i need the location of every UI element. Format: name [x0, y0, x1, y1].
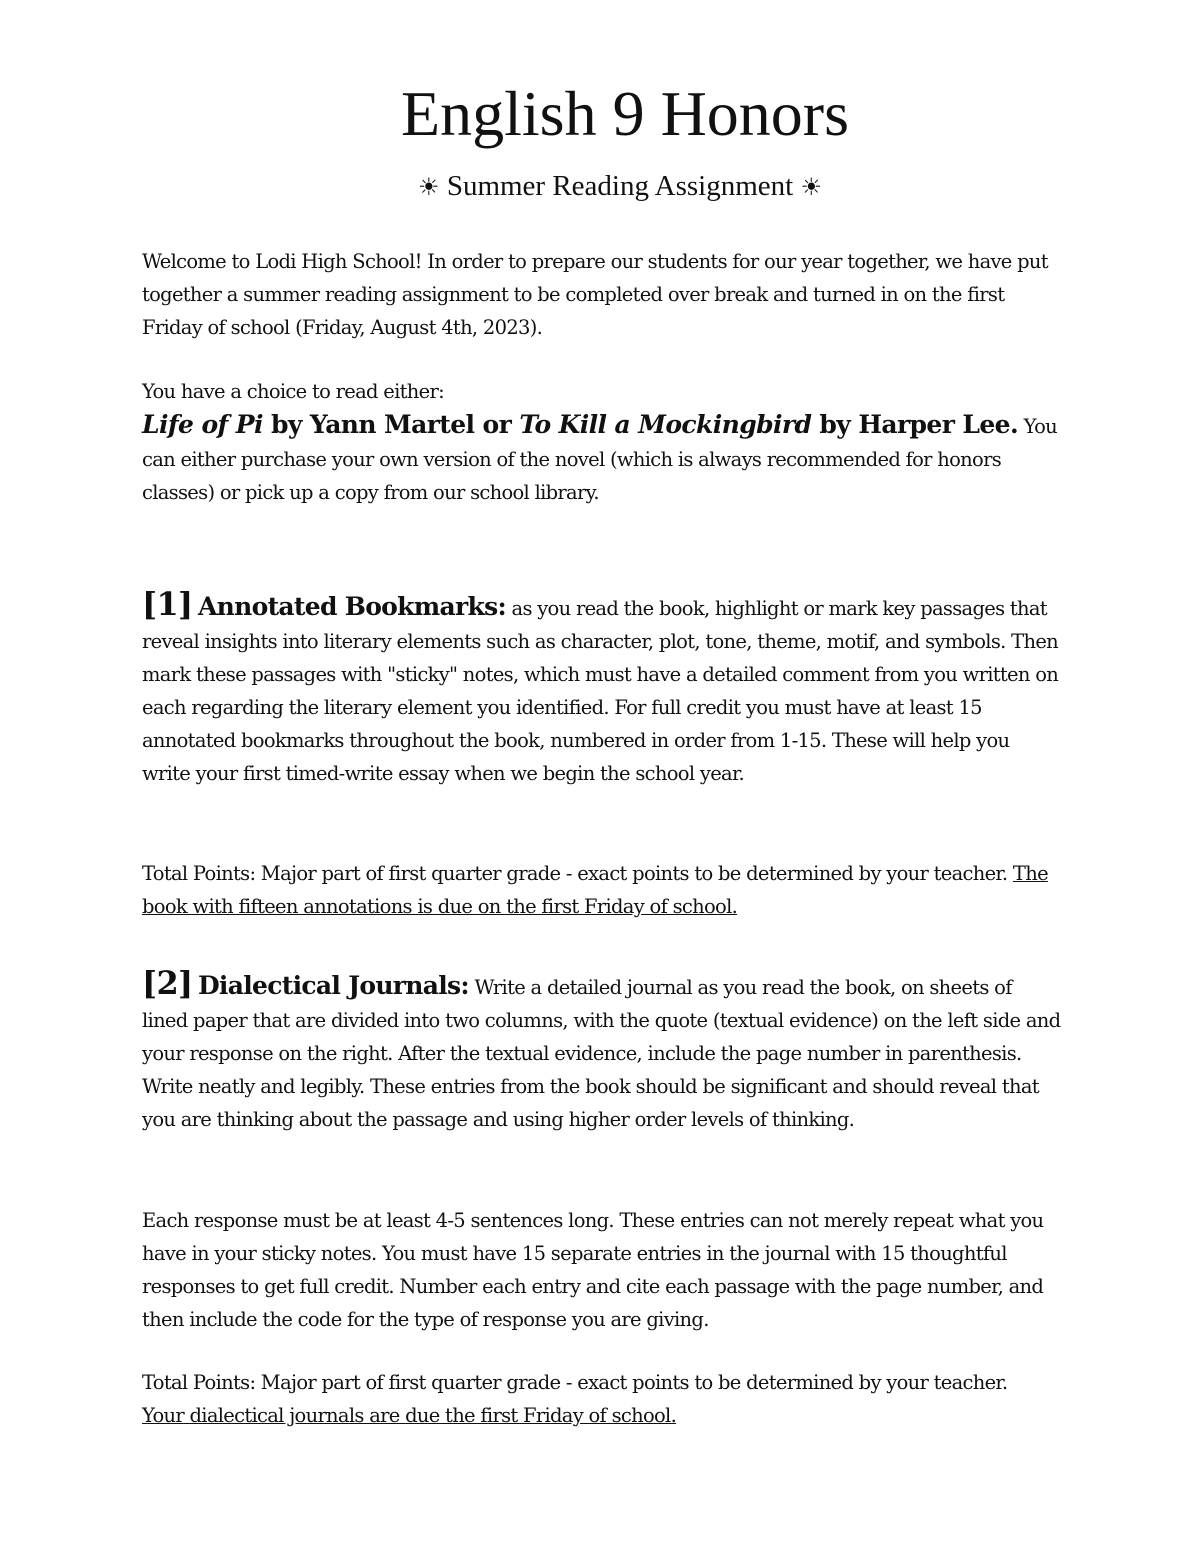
section2-points-text: Total Points: Major part of first quarter grade - exact points to be determined by your teacher.: [142, 1371, 1008, 1394]
choice-rest: You can either purchase your own version of the novel (which is always recommended for honors classes) or pick up a copy from our school library.: [142, 415, 1057, 504]
section-annotated-bookmarks: [142, 585, 1062, 790]
sun-icon: ☀: [800, 173, 822, 201]
section1-points: [142, 857, 1062, 923]
page-title: English 9 Honors: [401, 78, 849, 149]
sun-icon: ☀: [418, 173, 440, 201]
section2-detail-text: Each response must be at least 4-5 sentences long. These entries can not merely repeat what you have in your sticky notes. You must have 15 separate entries in the journal with 15 thoughtful responses to get full credit. Number each entry and cite each passage with the page number, and then include the code for the type of response you are giving.: [142, 1209, 1044, 1331]
subtitle-text: Summer Reading Assignment: [446, 170, 794, 202]
section2-heading: Dialectical Journals:: [197, 971, 469, 1000]
section1-body-paragraph: [142, 585, 1062, 790]
intro-text: Welcome to Lodi High School! In order to prepare our students for our year together, we have put together a summer reading assignment to be completed over break and turned in on the first Friday of school (Friday, August 4th, 2023).: [142, 250, 1048, 339]
book-author-1: by Yann Martel or: [262, 410, 520, 439]
section1-heading: Annotated Bookmarks:: [197, 592, 507, 621]
section2-due-date: Your dialectical journals are due the first Friday of school.: [142, 1404, 677, 1427]
book-choice: [142, 375, 1062, 509]
book-author-2: by Harper Lee.: [811, 410, 1019, 439]
section-dialectical-journals: [142, 964, 1062, 1136]
page-subtitle: [0, 168, 1200, 205]
section1-points-text: Total Points: Major part of first quarter grade - exact points to be determined by your teacher.: [142, 862, 1013, 885]
section2-body-paragraph: [142, 964, 1062, 1136]
section2-detail: [142, 1204, 1062, 1336]
intro-paragraph: [142, 245, 1062, 344]
book-title-mockingbird: To Kill a Mockingbird: [519, 410, 812, 439]
section1-body: as you read the book, highlight or mark key passages that reveal insights into literary elements such as character, plot, tone, theme, motif, and symbols. Then mark these passages with "sticky" notes, which must have a detailed comment from you written on each regarding the literary element you identified. For full credit you must have at least 15 annotated bookmarks throughout the book, numbered in order from 1-15. These will help you write your first timed-write essay when we begin the school year.: [142, 597, 1059, 785]
choice-details: [142, 408, 1062, 509]
section2-body: Write a detailed journal as you read the book, on sheets of lined paper that are divided into two columns, with the quote (textual evidence) on the left side and your response on the right. After the textual evidence, include the page number in parenthesis. Write neatly and legibly. These entries from the book should be significant and should reveal that you are thinking about the passage and using higher order levels of thinking.: [142, 976, 1061, 1131]
section2-points: [142, 1366, 1062, 1432]
section1-number: [1]: [142, 585, 193, 623]
choice-lead: You have a choice to read either:: [142, 380, 445, 403]
section1-due-date: The book with fifteen annotations is due on the first Friday of school.: [142, 862, 1048, 918]
section2-number: [2]: [142, 964, 193, 1002]
book-title-life-of-pi: Life of Pi: [142, 410, 263, 439]
